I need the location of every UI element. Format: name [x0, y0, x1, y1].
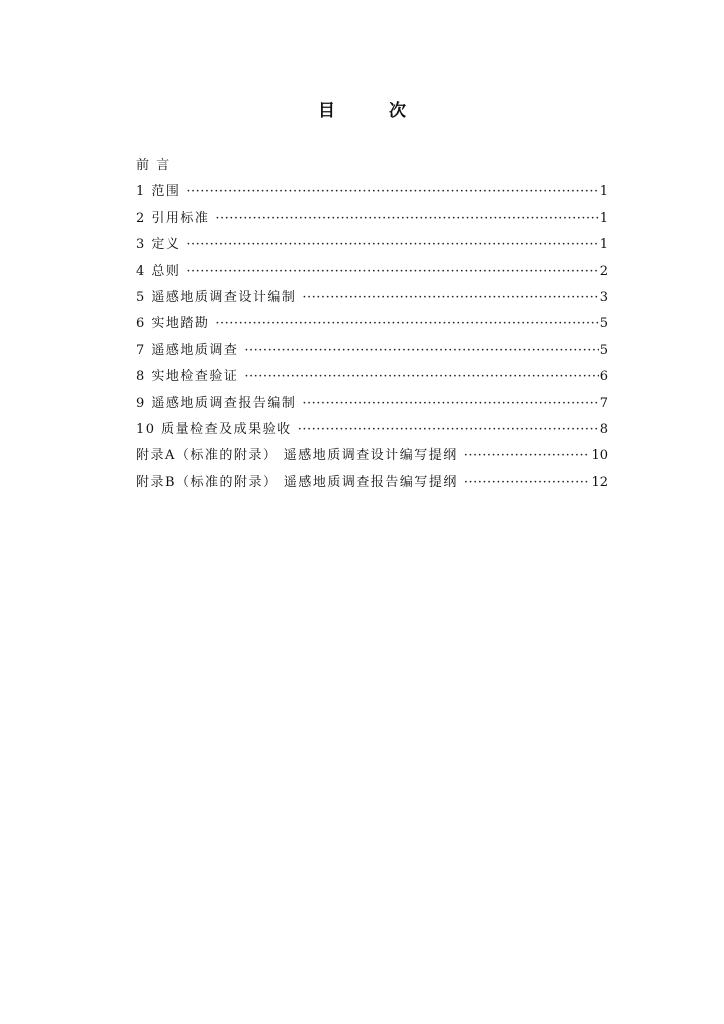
toc-leader-dots — [302, 396, 598, 411]
toc-page-number: 7 — [599, 395, 608, 411]
toc-entry-label: 3 定义 — [136, 237, 181, 253]
toc-entry-label: 4 总则 — [136, 263, 181, 279]
toc-leader-dots — [464, 448, 591, 463]
toc-entry-2[interactable] — [136, 207, 608, 233]
toc-entry-10[interactable] — [136, 418, 608, 444]
toc-page-number: 1 — [599, 184, 608, 200]
toc-page-number: 1 — [599, 210, 608, 226]
toc-entry-label: 7 遥感地质调查 — [136, 342, 239, 358]
toc-entry-label: 5 遥感地质调查设计编制 — [136, 289, 297, 305]
toc-entry-label: 遥感地质调查设计编写提纲 — [283, 448, 458, 464]
toc-entry-8[interactable] — [136, 365, 608, 391]
toc-leader-dots — [186, 264, 598, 279]
toc-page-number: 5 — [599, 342, 608, 358]
toc-page-number: 6 — [599, 369, 608, 385]
toc-entry-label: 前 言 — [136, 158, 171, 173]
toc-leader-dots — [298, 422, 599, 437]
toc-leader-dots — [186, 237, 598, 252]
toc-entry-label: 8 实地检查验证 — [136, 369, 239, 385]
toc-leader-dots — [464, 475, 591, 490]
toc-entry-appendix-a[interactable] — [136, 444, 608, 470]
toc-entry-label: 2 引用标准 — [136, 210, 210, 226]
toc-leader-dots — [215, 316, 598, 331]
toc-page-number: 2 — [599, 263, 608, 279]
toc-page-number: 1 — [599, 237, 608, 253]
toc-page-number: 5 — [599, 316, 608, 332]
toc-leader-dots — [215, 211, 598, 226]
toc-entry-label: 6 实地踏勘 — [136, 316, 210, 332]
toc-entry-label: 9 遥感地质调查报告编制 — [136, 395, 297, 411]
toc-entry-label: 1 范围 — [136, 184, 181, 200]
toc-page-number: 3 — [599, 289, 608, 305]
toc-entry-label: 10 质量检查及成果验收 — [136, 421, 292, 437]
toc-entry-1[interactable] — [136, 180, 608, 206]
toc-page-number: 8 — [599, 421, 608, 437]
page-title: 目 次 — [318, 101, 430, 121]
toc-leader-dots — [244, 369, 598, 384]
toc-entry-foreword[interactable] — [136, 154, 608, 180]
toc-entry-prefix: 附录A（标准的附录） — [136, 448, 278, 464]
toc-entry-6[interactable] — [136, 312, 608, 338]
toc-entry-label: 遥感地质调查报告编写提纲 — [283, 474, 458, 490]
toc-entry-9[interactable] — [136, 392, 608, 418]
toc-page-number: 10 — [591, 448, 608, 464]
toc-leader-dots — [302, 290, 598, 305]
table-of-contents — [136, 154, 608, 497]
toc-entry-prefix: 附录B（标准的附录） — [136, 474, 278, 490]
toc-entry-5[interactable] — [136, 286, 608, 312]
toc-entry-4[interactable] — [136, 260, 608, 286]
toc-entry-3[interactable] — [136, 233, 608, 259]
toc-leader-dots — [186, 184, 598, 199]
toc-leader-dots — [244, 343, 598, 358]
toc-entry-7[interactable] — [136, 339, 608, 365]
toc-page-number: 12 — [591, 474, 608, 490]
toc-entry-appendix-b[interactable] — [136, 471, 608, 497]
